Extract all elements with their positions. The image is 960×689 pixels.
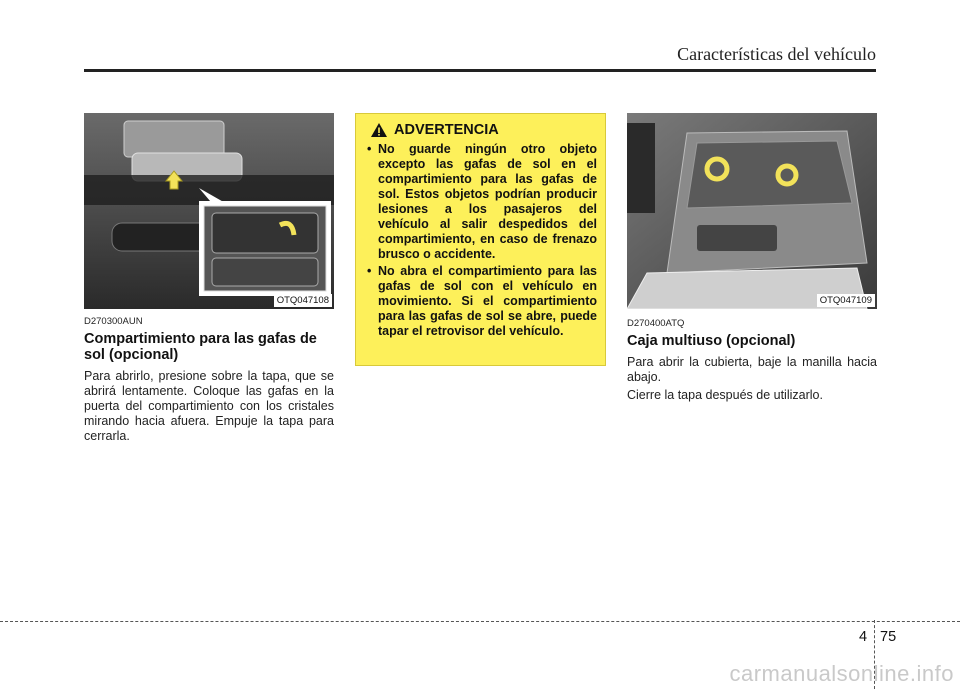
warning-item: • No guarde ningún otro objeto excepto las gafas de sol en el compartimiento para las gafas de sol. Estos objetos podrían producir lesiones a los pasajeros del vehículo al salir despedidos del compartimiento, en caso de frenazo brusco o accidente. (367, 142, 597, 261)
sunglass-holder-photo (84, 113, 334, 309)
multipurpose-box-photo (627, 113, 877, 309)
warning-box (355, 113, 606, 366)
section-body-left: Para abrirlo, presione sobre la tapa, que se abrirá lentamente. Coloque las gafas en la puerta del compartimiento con los cristales mirando hacia afuera. Empuje la tapa para cerrarla. (84, 369, 334, 443)
section-body-right-2: Cierre la tapa después de utilizarlo. (627, 388, 823, 402)
photo-code-left: OTQ047108 (274, 294, 332, 307)
header-rule (84, 69, 876, 72)
left-column (84, 316, 334, 447)
section-code-left: D270300AUN (84, 316, 143, 327)
warning-header (370, 122, 597, 138)
section-title-right: Caja multiuso (opcional) (627, 333, 796, 349)
warning-title: ADVERTENCIA (394, 122, 499, 138)
warning-list (364, 142, 597, 339)
chapter-number: 4 (859, 629, 868, 645)
watermark: carmanualsonline.info (729, 661, 954, 686)
warning-triangle-icon (370, 122, 388, 138)
warning-item: • No abra el compartimiento para las gafas de sol con el vehículo en movimiento. Si el compartimiento para las gafas de sol se abre, puede tapar el retrovisor del vehículo. (367, 264, 597, 338)
section-code-right: D270400ATQ (627, 318, 685, 329)
page-number: 75 (880, 629, 897, 645)
section-title-left: Compartimiento para las gafas de sol (opcional) (84, 331, 317, 363)
section-body-right-1: Para abrir la cubierta, baje la manilla hacia abajo. (627, 355, 877, 384)
page-header-title: Características del vehículo (677, 44, 876, 64)
photo-code-right: OTQ047109 (817, 294, 875, 307)
footer-rule (0, 621, 960, 622)
right-column (627, 318, 877, 406)
